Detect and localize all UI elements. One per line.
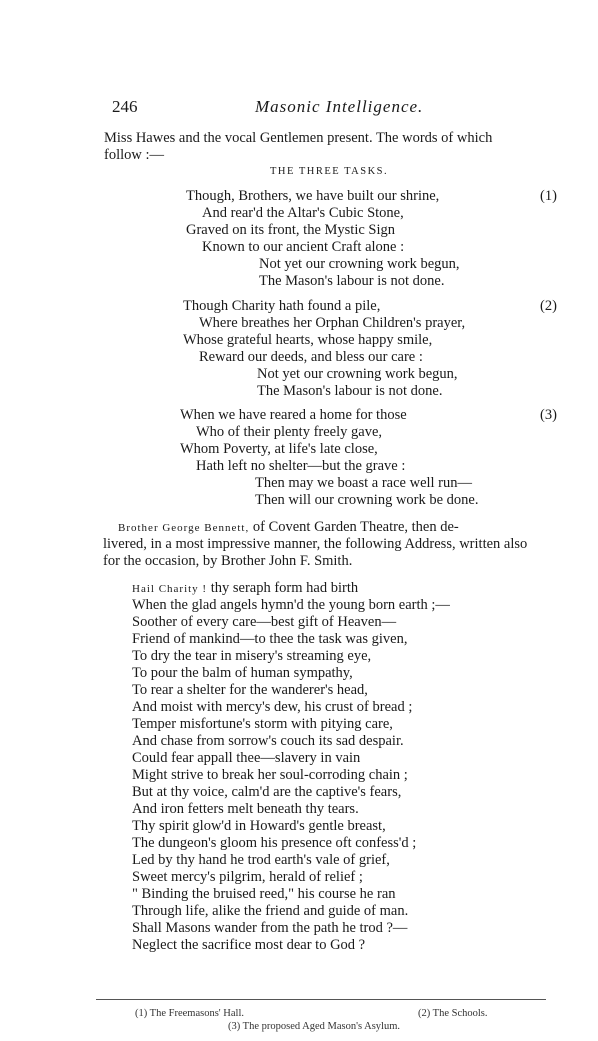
- address-line: Temper misfortune's storm with pitying care,: [132, 716, 393, 732]
- poem-line: Whom Poverty, at life's late close,: [180, 441, 378, 457]
- intro-line-1: Miss Hawes and the vocal Gentlemen present. The words of which: [104, 130, 493, 146]
- address-line: Thy spirit glow'd in Howard's gentle breast,: [132, 818, 386, 834]
- address-line: And iron fetters melt beneath thy tears.: [132, 801, 359, 817]
- address-line: To pour the balm of human sympathy,: [132, 665, 353, 681]
- page-header: [112, 97, 542, 117]
- address-line: But at thy voice, calm'd are the captive's fears,: [132, 784, 402, 800]
- address-line: To dry the tear in misery's streaming eye,: [132, 648, 372, 664]
- address-line: Sweet mercy's pilgrim, herald of relief ;: [132, 869, 363, 885]
- running-title: Masonic Intelligence.: [255, 97, 424, 116]
- poem-line: Then may we boast a race well run—: [255, 475, 473, 491]
- poem-line: Reward our deeds, and bless our care :: [199, 349, 423, 365]
- address-line: Could fear appall thee—slavery in vain: [132, 750, 361, 766]
- footnote-1: (1) The Freemasons' Hall.: [135, 1008, 245, 1019]
- stanza-number: (2): [540, 298, 557, 314]
- address-line: Soother of every care—best gift of Heaven—: [132, 614, 397, 630]
- poem-line: Then will our crowning work be done.: [255, 492, 479, 508]
- address-line: Through life, alike the friend and guide of man.: [132, 903, 409, 919]
- brother-name: Brother George Bennett,: [118, 522, 250, 534]
- address-line: Might strive to break her soul-corroding chain ;: [132, 767, 408, 783]
- poem-line: Whose grateful hearts, whose happy smile,: [183, 332, 433, 348]
- para2-line-1-rest: of Covent Garden Theatre, then de-: [249, 519, 459, 535]
- poem-line: Though, Brothers, we have built our shrine,: [186, 188, 440, 204]
- poem-line: Known to our ancient Craft alone :: [202, 239, 405, 255]
- poem-line: Hath left no shelter—but the grave :: [196, 458, 406, 474]
- poem-line: The Mason's labour is not done.: [257, 383, 443, 399]
- poem-title: THE THREE TASKS.: [270, 166, 389, 177]
- page-number: 246: [112, 97, 138, 116]
- intro-line-2: follow :—: [104, 147, 165, 163]
- address-line: Friend of mankind—to thee the task was given,: [132, 631, 408, 647]
- poem-line: Not yet our crowning work begun,: [259, 256, 460, 272]
- poem-line: Graved on its front, the Mystic Sign: [186, 222, 396, 238]
- poem-line: And rear'd the Altar's Cubic Stone,: [202, 205, 404, 221]
- address-line: Neglect the sacrifice most dear to God ?: [132, 937, 366, 953]
- poem-line: The Mason's labour is not done.: [259, 273, 445, 289]
- footnote-3: (3) The proposed Aged Mason's Asylum.: [228, 1021, 401, 1032]
- address-line: To rear a shelter for the wanderer's head,: [132, 682, 368, 698]
- address-line: The dungeon's gloom his presence oft confess'd ;: [132, 835, 417, 851]
- address-line: " Binding the bruised reed," his course he ran: [132, 886, 396, 902]
- stanza-number: (3): [540, 407, 557, 423]
- footnote-rule: [96, 999, 546, 1000]
- footnote-2: (2) The Schools.: [418, 1008, 488, 1019]
- hail-charity: Hail Charity !: [132, 583, 208, 595]
- poem-line: Though Charity hath found a pile,: [183, 298, 381, 314]
- address-line: Shall Masons wander from the path he trod ?—: [132, 920, 408, 936]
- address-line-1-rest: thy seraph form had birth: [207, 580, 359, 596]
- para2-line-2: livered, in a most impressive manner, the following Address, written also: [103, 536, 528, 552]
- poem-line: Who of their plenty freely gave,: [196, 424, 383, 440]
- para2-line-1: [118, 519, 459, 536]
- address-line-1: [132, 580, 358, 597]
- address-line: And moist with mercy's dew, his crust of bread ;: [132, 699, 413, 715]
- address-line: And chase from sorrow's couch its sad despair.: [132, 733, 404, 749]
- address-line: When the glad angels hymn'd the young born earth ;—: [132, 597, 450, 613]
- poem-line: When we have reared a home for those: [180, 407, 407, 423]
- poem-line: Not yet our crowning work begun,: [257, 366, 458, 382]
- address-line: Led by thy hand he trod earth's vale of grief,: [132, 852, 390, 868]
- poem-line: Where breathes her Orphan Children's prayer,: [199, 315, 466, 331]
- stanza-number: (1): [540, 188, 557, 204]
- para2-line-3: for the occasion, by Brother John F. Smith.: [103, 553, 353, 569]
